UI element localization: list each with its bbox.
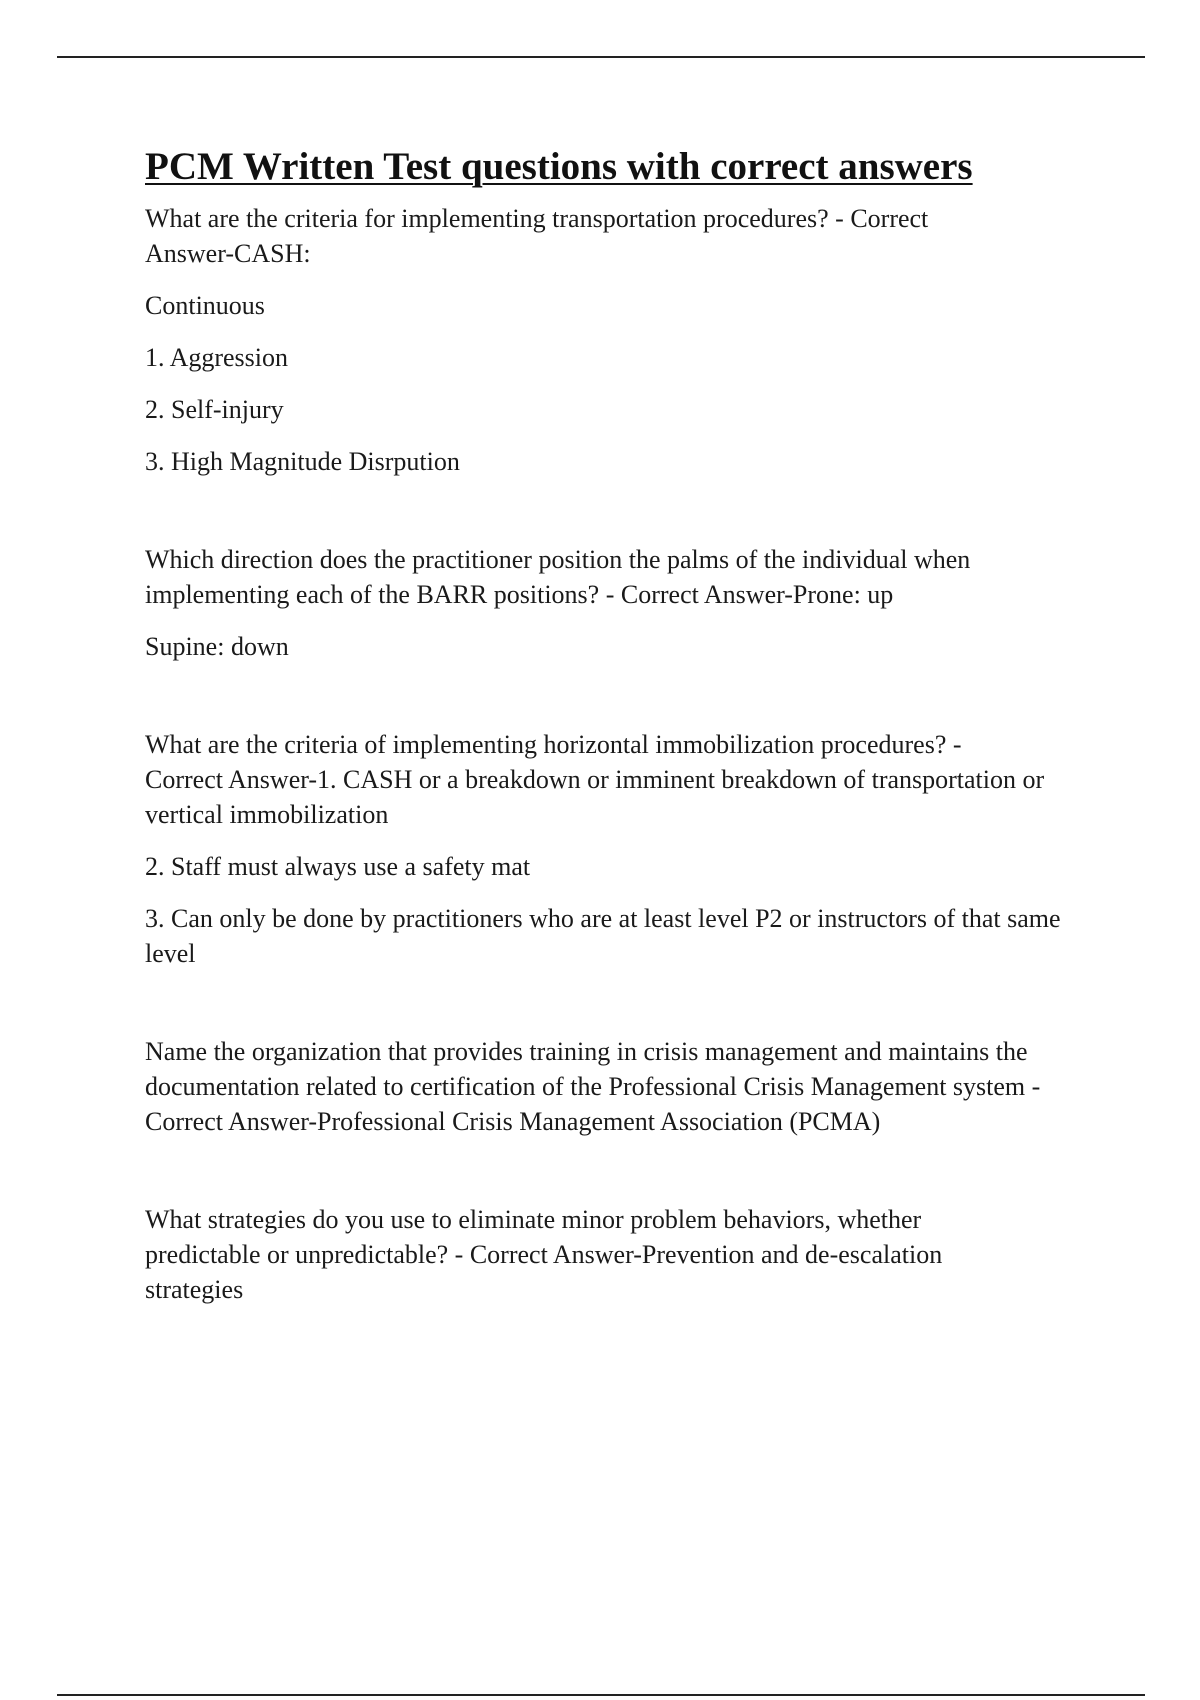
spacer [145,1156,1085,1202]
answer-line: Continuous [145,291,265,320]
answer-line: 1. Aggression [145,343,288,372]
qa-block-4 [145,1034,1085,1139]
bottom-divider [57,1694,1145,1696]
spacer [145,988,1085,1034]
page-title: PCM Written Test questions with correct answers [145,145,973,188]
question-4: Name the organization that provides training in crisis management and maintains the documentation related to certification of the Professional Crisis Management system - Correct Answer-Professional Crisis Management Association (PCMA) [145,1037,1041,1136]
answer-line: 3. High Magnitude Disrpution [145,447,460,476]
question-3: What are the criteria of implementing horizontal immobilization procedures? - Correct Answer-1. CASH or a breakdown or imminent breakdown of transportation or vertical immobilization [145,730,1045,829]
top-divider [57,56,1145,58]
qa-block-3 [145,727,1085,971]
answer-line: Supine: down [145,632,289,661]
spacer [145,681,1085,727]
answer-line: 2. Staff must always use a safety mat [145,852,531,881]
question-5: What strategies do you use to eliminate minor problem behaviors, whether predictable or unpredictable? - Correct Answer-Prevention and de-escalation strategies [145,1205,943,1304]
qa-block-2 [145,542,1085,664]
question-1: What are the criteria for implementing transportation procedures? - Correct Answer-CASH: [145,204,929,268]
qa-block-1 [145,201,1085,479]
answer-line: 2. Self-injury [145,395,284,424]
question-2: Which direction does the practitioner position the palms of the individual when implementing each of the BARR positions? - Correct Answer-Prone: up [145,545,971,609]
spacer [145,496,1085,542]
document-body [145,143,1085,1324]
qa-block-5 [145,1202,1085,1307]
answer-line: 3. Can only be done by practitioners who are at least level P2 or instructors of that same level [145,904,1061,968]
